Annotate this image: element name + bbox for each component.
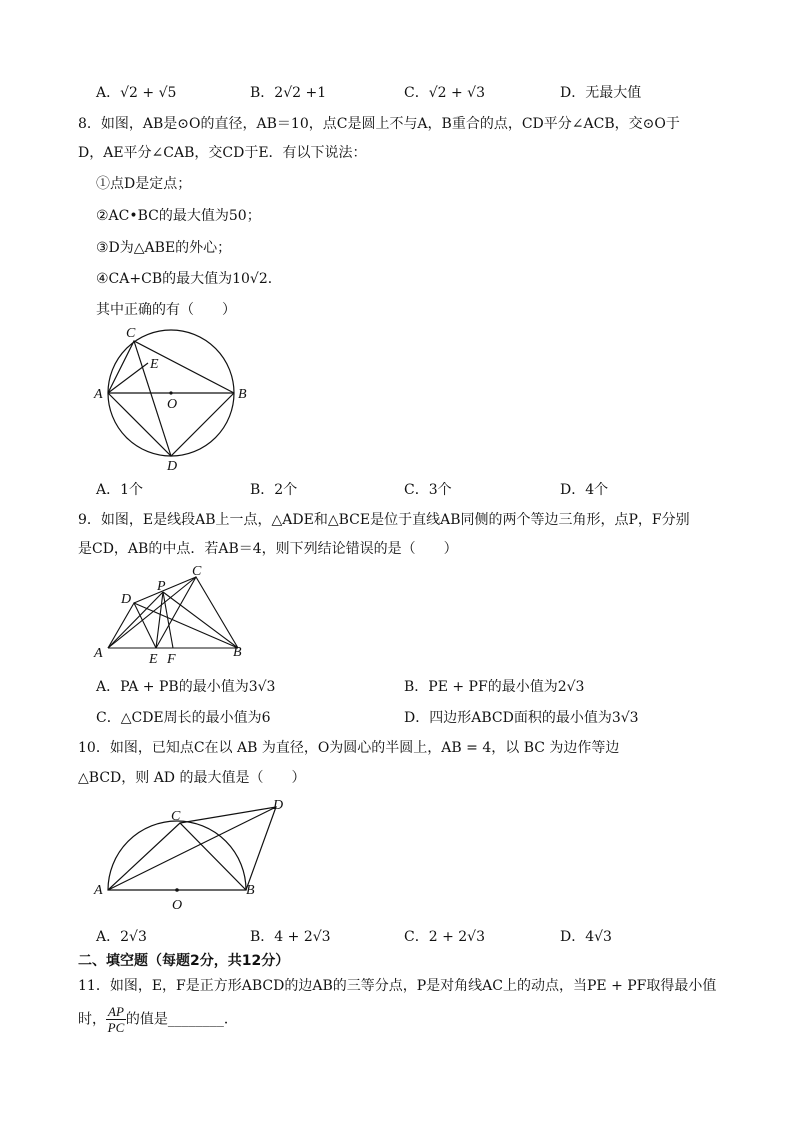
q8-label-o: O [167,397,178,412]
q10-label-d: D [273,798,284,813]
q9-option-c: C．△CDE周长的最小值为6 [96,710,271,726]
q11-stem-line1: 11．如图，E，F是正方形ABCD的边AB的三等分点，P是对角线AC上的动点，当PE + PF取得最小值 [78,978,717,994]
q9-label-f: F [167,652,176,667]
q10-label-c: C [171,809,181,824]
q8-option-d: D．4个 [560,482,609,498]
q10-stem-line2: △BCD，则 AD 的最大值是（ ） [78,770,306,786]
q10-label-b: B [246,883,255,898]
q8-label-d: D [167,459,178,474]
q8-option-c: C．3个 [404,482,452,498]
q8-label-c: C [126,326,136,341]
q10-option-c: C．2 + 2√3 [404,929,485,945]
q10-option-a: A．2√3 [96,929,147,945]
q7-option-a: A．√2 + √5 [96,85,177,101]
q8-label-b: B [238,387,247,402]
q9-stem-line2: 是CD，AB的中点．若AB＝4，则下列结论错误的是（ ） [78,541,458,557]
q10-label-a: A [94,883,103,898]
q8-statement-4: ④CA+CB的最大值为10√2． [96,271,282,287]
q9-label-b: B [233,645,242,660]
q8-stem-line1: 8．如图，AB是⊙O的直径，AB＝10，点C是圆上不与A，B重合的点，CD平分∠ACB，交⊙O于 [78,116,680,132]
q9-label-e: E [149,652,158,667]
q8-statement-1: ①点D是定点； [96,176,192,192]
q8-label-a: A [94,387,103,402]
q9-option-b: B．PE + PF的最小值为2√3 [404,679,585,695]
q8-statement-2: ②AC•BC的最大值为50； [96,208,261,224]
section-heading-fill-in: 二、填空题（每题2分，共12分） [78,953,290,969]
q8-option-b: B．2个 [250,482,298,498]
q10-stem-line1: 10．如图，已知点C在以 AB 为直径，O为圆心的半圆上，AB = 4，以 BC 为边作等边 [78,740,620,756]
q7-option-d: D．无最大值 [560,85,642,101]
q10-label-o: O [172,898,183,913]
q11-stem-line2 [78,1004,238,1035]
q9-figure [90,563,255,668]
q8-question: 其中正确的有（ ） [96,302,236,318]
q8-figure [90,325,260,475]
q9-label-p: P [157,579,166,594]
q11-fraction-numerator: AP [108,1004,124,1019]
q8-statement-3: ③D为△ABE的外心； [96,240,232,256]
q11-fraction [106,1004,126,1035]
q8-label-e: E [150,357,159,372]
q8-option-a: A．1个 [96,482,144,498]
q11-suffix: 的值是________． [125,1011,238,1028]
q9-option-a: A．PA + PB的最小值为3√3 [96,679,276,695]
q9-option-d: D．四边形ABCD面积的最小值为3√3 [404,710,639,726]
q11-prefix: 时， [78,1011,106,1028]
q10-option-d: D．4√3 [560,929,612,945]
q11-fraction-denominator: PC [107,1020,125,1035]
q9-label-a: A [94,646,103,661]
q9-label-d: D [121,592,132,607]
q8-stem-line2: D，AE平分∠CAB，交CD于E．有以下说法： [78,145,367,161]
q10-figure [90,793,295,915]
q10-option-b: B．4 + 2√3 [250,929,331,945]
q7-option-c: C．√2 + √3 [404,85,485,101]
q9-label-c: C [192,564,202,579]
q9-stem-line1: 9．如图，E是线段AB上一点，△ADE和△BCE是位于直线AB同侧的两个等边三角形，点P，F分别 [78,512,690,528]
q7-option-b: B．2√2 +1 [250,85,327,101]
